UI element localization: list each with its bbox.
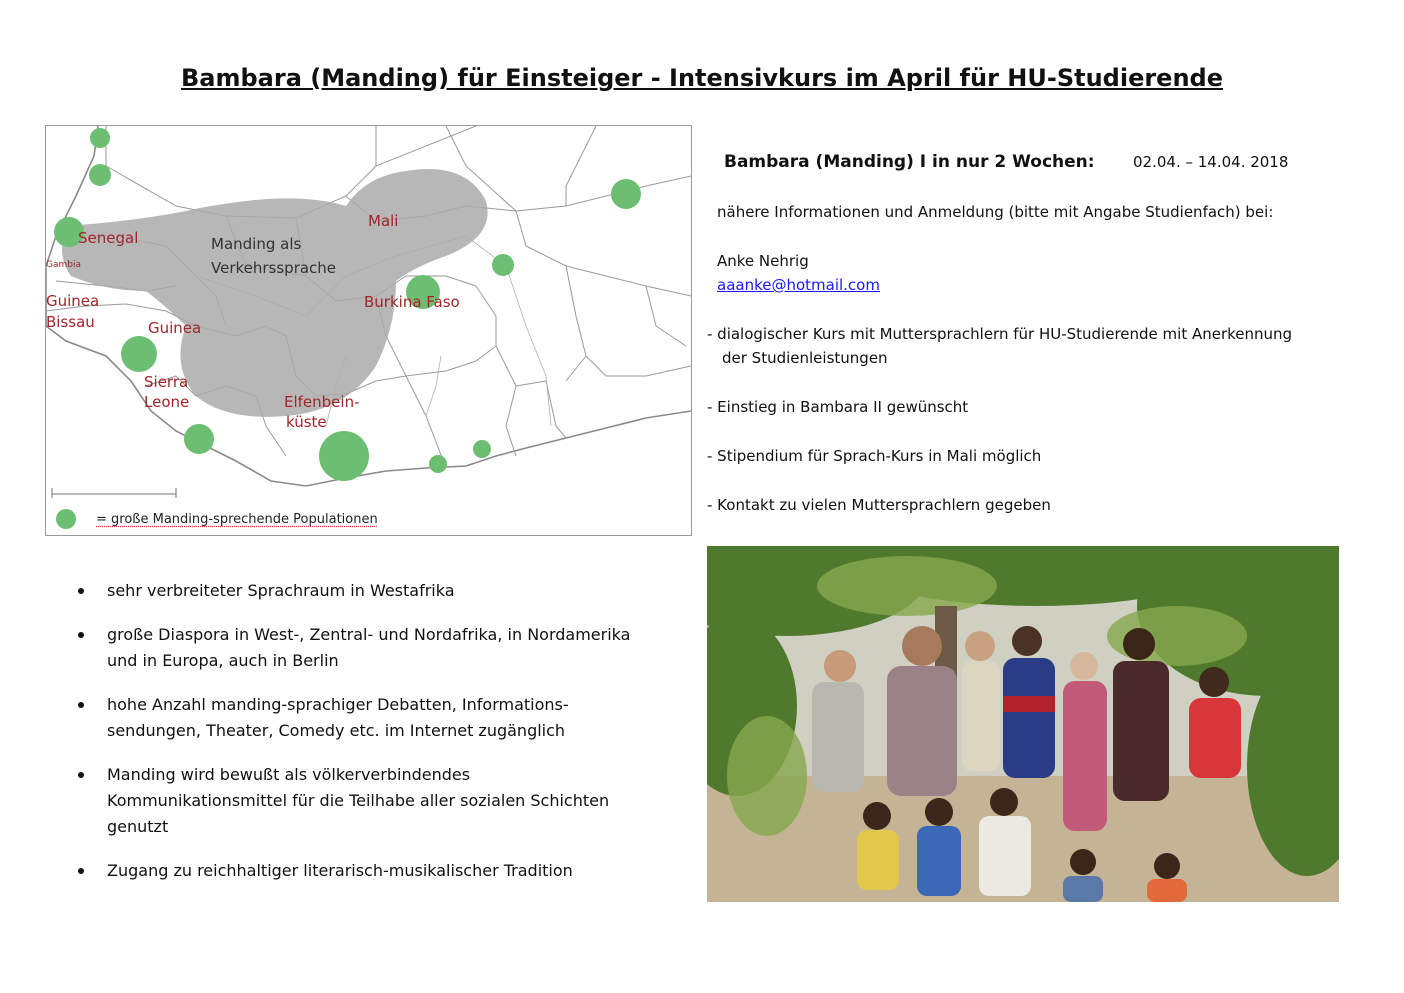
map-label-sierra-leone-1: Sierra	[144, 373, 189, 391]
bullet-icon	[78, 588, 84, 594]
course-point-2: - Einstieg in Bambara II gewünscht	[707, 398, 969, 416]
map-graphic	[46, 126, 691, 535]
legend-text: = große Manding-sprechende Populationen	[96, 511, 378, 527]
course-point-3: - Stipendium für Sprach-Kurs in Mali möglich	[707, 447, 1042, 465]
map-label-guinea-bissau-1: Guinea	[46, 292, 100, 310]
map-label-elfenbein-1: Elfenbein-	[284, 393, 360, 411]
course-heading: Bambara (Manding) I in nur 2 Wochen:	[724, 152, 1095, 172]
bullet-icon	[78, 702, 84, 708]
map-label-burkina-faso: Burkina Faso	[364, 293, 460, 311]
map-label-guinea-bissau-2: Bissau	[46, 313, 95, 331]
map-label-mali: Mali	[368, 212, 399, 230]
course-point-1a: - dialogischer Kurs mit Muttersprachlern für HU-Studierende mit Anerkennung	[707, 325, 1293, 343]
course-dates: 02.04. – 14.04. 2018	[1133, 153, 1289, 171]
map-label-elfenbein-2: küste	[286, 413, 327, 431]
bullet-icon	[78, 868, 84, 874]
map-label-manding-2: Verkehrssprache	[211, 259, 337, 277]
map-legend	[56, 509, 378, 529]
map-label-sierra-leone-2: Leone	[144, 393, 190, 411]
language-map	[45, 125, 692, 536]
map-label-gambia: Gambia	[46, 260, 81, 270]
legend-dot-icon	[56, 509, 76, 529]
map-label-guinea: Guinea	[148, 319, 202, 337]
group-photo	[707, 546, 1339, 902]
contact-name: Anke Nehrig	[717, 252, 809, 270]
contact-email-link[interactable]: aaanke@hotmail.com	[717, 276, 880, 294]
page-title: Bambara (Manding) für Einsteiger - Intensivkurs im April für HU-Studierende	[181, 64, 1223, 92]
map-label-manding-1: Manding als	[211, 235, 302, 253]
bullet-icon	[78, 632, 84, 638]
map-label-senegal: Senegal	[78, 229, 139, 247]
bullet-icon	[78, 772, 84, 778]
group-photo-graphic	[707, 546, 1339, 902]
course-point-4: - Kontakt zu vielen Muttersprachlern gegeben	[707, 496, 1051, 514]
course-point-1b: der Studienleistungen	[722, 349, 888, 367]
info-line: nähere Informationen und Anmeldung (bitte mit Angabe Studienfach) bei:	[717, 203, 1274, 221]
